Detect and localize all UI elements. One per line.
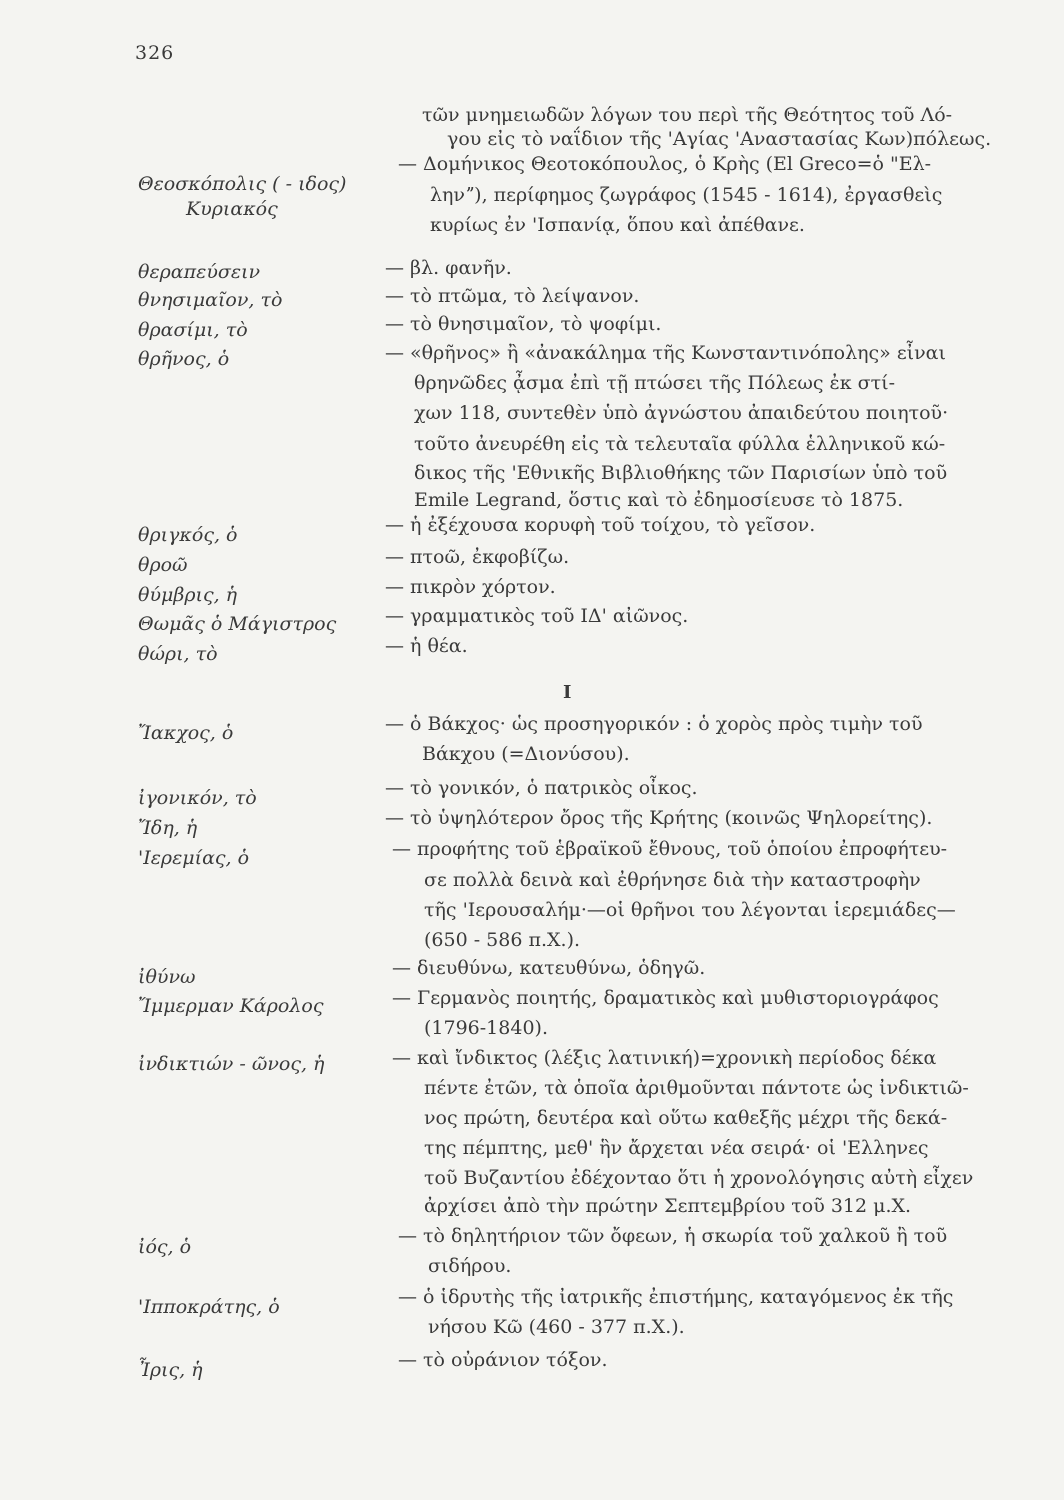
intro-line: τῶν μνημειωδῶν λόγων του περὶ τῆς Θεότητος τοῦ Λό- bbox=[422, 104, 953, 126]
entry-definition-line: θρηνῶδες ᾆσμα ἐπὶ τῇ πτώσει τῆς Πόλεως ἐκ στί- bbox=[414, 372, 896, 394]
entry-definition-line: ἀρχίσει ἀπὸ τὴν πρώτην Σεπτεμβρίου τοῦ 312 μ.Χ. bbox=[424, 1195, 912, 1217]
entry-headword: 'Ιερεμίας, ὁ bbox=[138, 847, 250, 869]
entry-definition-line: τῆς 'Ιερουσαλήμ·—οἱ θρῆνοι του λέγονται ἱερεμιάδες— bbox=[424, 899, 956, 921]
entry-headword: ἰός, ὁ bbox=[138, 1236, 192, 1258]
entry-definition-line: — «θρῆνος» ἢ «ἀνακάλημα τῆς Κωνσταντινόπολης» εἶναι bbox=[385, 342, 946, 364]
entry-definition-line: — τὸ δηλητήριον τῶν ὄφεων, ἡ σκωρία τοῦ χαλκοῦ ἢ τοῦ bbox=[398, 1225, 948, 1247]
entry-definition-line: — ὁ Βάκχος· ὡς προσηγορικόν : ὁ χορὸς πρὸς τιμὴν τοῦ bbox=[385, 713, 923, 735]
intro-line: γου εἰς τὸ ναΐδιον τῆς 'Αγίας 'Αναστασίας Κων)πόλεως. bbox=[447, 128, 992, 150]
entry-headword: ἰθύνω bbox=[138, 966, 196, 988]
entry-definition-line: — πικρὸν χόρτον. bbox=[385, 576, 556, 598]
entry-definition-line: — βλ. φανῆν. bbox=[385, 257, 512, 279]
entry-headword: 'Ιπποκράτης, ὁ bbox=[138, 1296, 280, 1318]
entry-definition-line: — ἡ ἐξέχουσα κορυφὴ τοῦ τοίχου, τὸ γεῖσον. bbox=[385, 514, 816, 536]
entry-definition-line: (650 - 586 π.Χ.). bbox=[424, 929, 581, 951]
entry-definition-line: — γραμματικὸς τοῦ ΙΔ' αἰῶνος. bbox=[385, 605, 689, 627]
entry-definition-line: — τὸ θνησιμαῖον, τὸ ψοφίμι. bbox=[385, 313, 662, 335]
entry-headword: θύμβρις, ἡ bbox=[138, 584, 238, 606]
entry-headword: Ἴακχος, ὁ bbox=[138, 722, 234, 744]
entry-headword: θρασίμι, τὸ bbox=[138, 319, 248, 341]
entry-headword: Θεοσκόπολις ( - ιδος) bbox=[138, 173, 347, 195]
entry-definition-line: κυρίως ἐν 'Ισπανίᾳ, ὅπου καὶ ἀπέθανε. bbox=[430, 214, 805, 236]
entry-headword: θριγκός, ὁ bbox=[138, 524, 238, 546]
entry-definition-line: — πτοῶ, ἐκφοβίζω. bbox=[385, 546, 570, 568]
entry-definition-line: σε πολλὰ δεινὰ καὶ ἐθρήνησε διὰ τὴν καταστροφὴν bbox=[424, 869, 921, 891]
entry-definition-line: τοῦτο ἀνευρέθη εἰς τὰ τελευταῖα φύλλα ἑλληνικοῦ κώ- bbox=[414, 433, 946, 455]
entry-definition-line: — τὸ οὐράνιον τόξον. bbox=[398, 1349, 608, 1371]
entry-definition-line: σιδήρου. bbox=[428, 1255, 512, 1277]
entry-headword: ἰγονικόν, τὸ bbox=[138, 787, 257, 809]
entry-headword: θεραπεύσειν bbox=[138, 261, 261, 283]
entry-headword: Θωμᾶς ὁ Μάγιστρος bbox=[138, 613, 337, 635]
entry-headword: Ἴμμερμαν Κάρολος bbox=[138, 995, 324, 1017]
entry-headword: θνησιμαῖον, τὸ bbox=[138, 289, 283, 311]
entry-definition-line: Emile Legrand, ὅστις καὶ τὸ ἐδημοσίευσε τὸ 1875. bbox=[414, 489, 904, 511]
entry-definition-line: — καὶ ἴνδικτος (λέξις λατινική)=χρονικὴ περίοδος δέκα bbox=[392, 1047, 937, 1069]
entry-definition-line: νήσου Κῶ (460 - 377 π.Χ.). bbox=[428, 1316, 685, 1338]
entry-headword: θρῆνος, ὁ bbox=[138, 348, 230, 370]
entry-definition-line: πέντε ἐτῶν, τὰ ὁποῖα ἀριθμοῦνται πάντοτε ὡς ἰνδικτιῶ- bbox=[424, 1077, 969, 1099]
entry-definition-line: Βάκχου (=Διονύσου). bbox=[422, 743, 630, 765]
entry-definition-line: τοῦ Βυζαντίου ἐδέχονταο ὅτι ἡ χρονολόγησις αὐτὴ εἶχεν bbox=[424, 1167, 974, 1189]
entry-headword: θώρι, τὸ bbox=[138, 643, 218, 665]
entry-headword: Ἴδη, ἡ bbox=[138, 817, 198, 839]
entry-definition-line: — διευθύνω, κατευθύνω, ὁδηγῶ. bbox=[392, 957, 706, 979]
entry-headword: θροῶ bbox=[138, 554, 188, 576]
entry-definition-line: της πέμπτης, μεθ' ἣν ἄρχεται νέα σειρά· οἱ 'Ελληνες bbox=[424, 1137, 929, 1159]
entry-definition-line: χων 118, συντεθὲν ὑπὸ ἀγνώστου ἀπαιδεύτου ποιητοῦ· bbox=[414, 402, 949, 424]
entry-headword: Ἶρις, ἡ bbox=[138, 1359, 203, 1381]
entry-definition-line: — Γερμανὸς ποιητής, δραματικὸς καὶ μυθιστοριογράφος bbox=[392, 987, 939, 1009]
page-number: 326 bbox=[135, 42, 175, 64]
entry-definition-line: (1796-1840). bbox=[424, 1017, 548, 1039]
entry-definition-line: δικος τῆς 'Εθνικῆς Βιβλιοθήκης τῶν Παρισίων ὑπὸ τοῦ bbox=[414, 462, 948, 484]
entry-headword: ἰνδικτιών - ῶνος, ἡ bbox=[138, 1053, 325, 1075]
entry-definition-line: — τὸ ὑψηλότερον ὄρος τῆς Κρήτης (κοινῶς Ψηλορείτης). bbox=[385, 807, 933, 829]
letter-heading: Ι bbox=[563, 682, 572, 703]
entry-definition-line: — τὸ γονικόν, ὁ πατρικὸς οἶκος. bbox=[385, 777, 698, 799]
entry-definition-line: — Δομήνικος Θεοτοκόπουλος, ὁ Κρὴς (El Greco=ὁ "Ελ- bbox=[398, 153, 932, 175]
entry-definition-line: νος πρώτη, δευτέρα καὶ οὕτω καθεξῆς μέχρι τῆς δεκά- bbox=[424, 1107, 948, 1129]
entry-definition-line: — ὁ ἱδρυτὴς τῆς ἰατρικῆς ἐπιστήμης, καταγόμενος ἐκ τῆς bbox=[398, 1286, 954, 1308]
entry-definition-line: ληνˮ), περίφημος ζωγράφος (1545 - 1614), ἐργασθεὶς bbox=[430, 184, 943, 206]
entry-headword: Κυριακός bbox=[186, 198, 278, 220]
entry-definition-line: — τὸ πτῶμα, τὸ λείψανον. bbox=[385, 285, 640, 307]
entry-definition-line: — προφήτης τοῦ ἑβραϊκοῦ ἔθνους, τοῦ ὁποίου ἐπροφήτευ- bbox=[392, 838, 948, 860]
entry-definition-line: — ἡ θέα. bbox=[385, 635, 468, 657]
